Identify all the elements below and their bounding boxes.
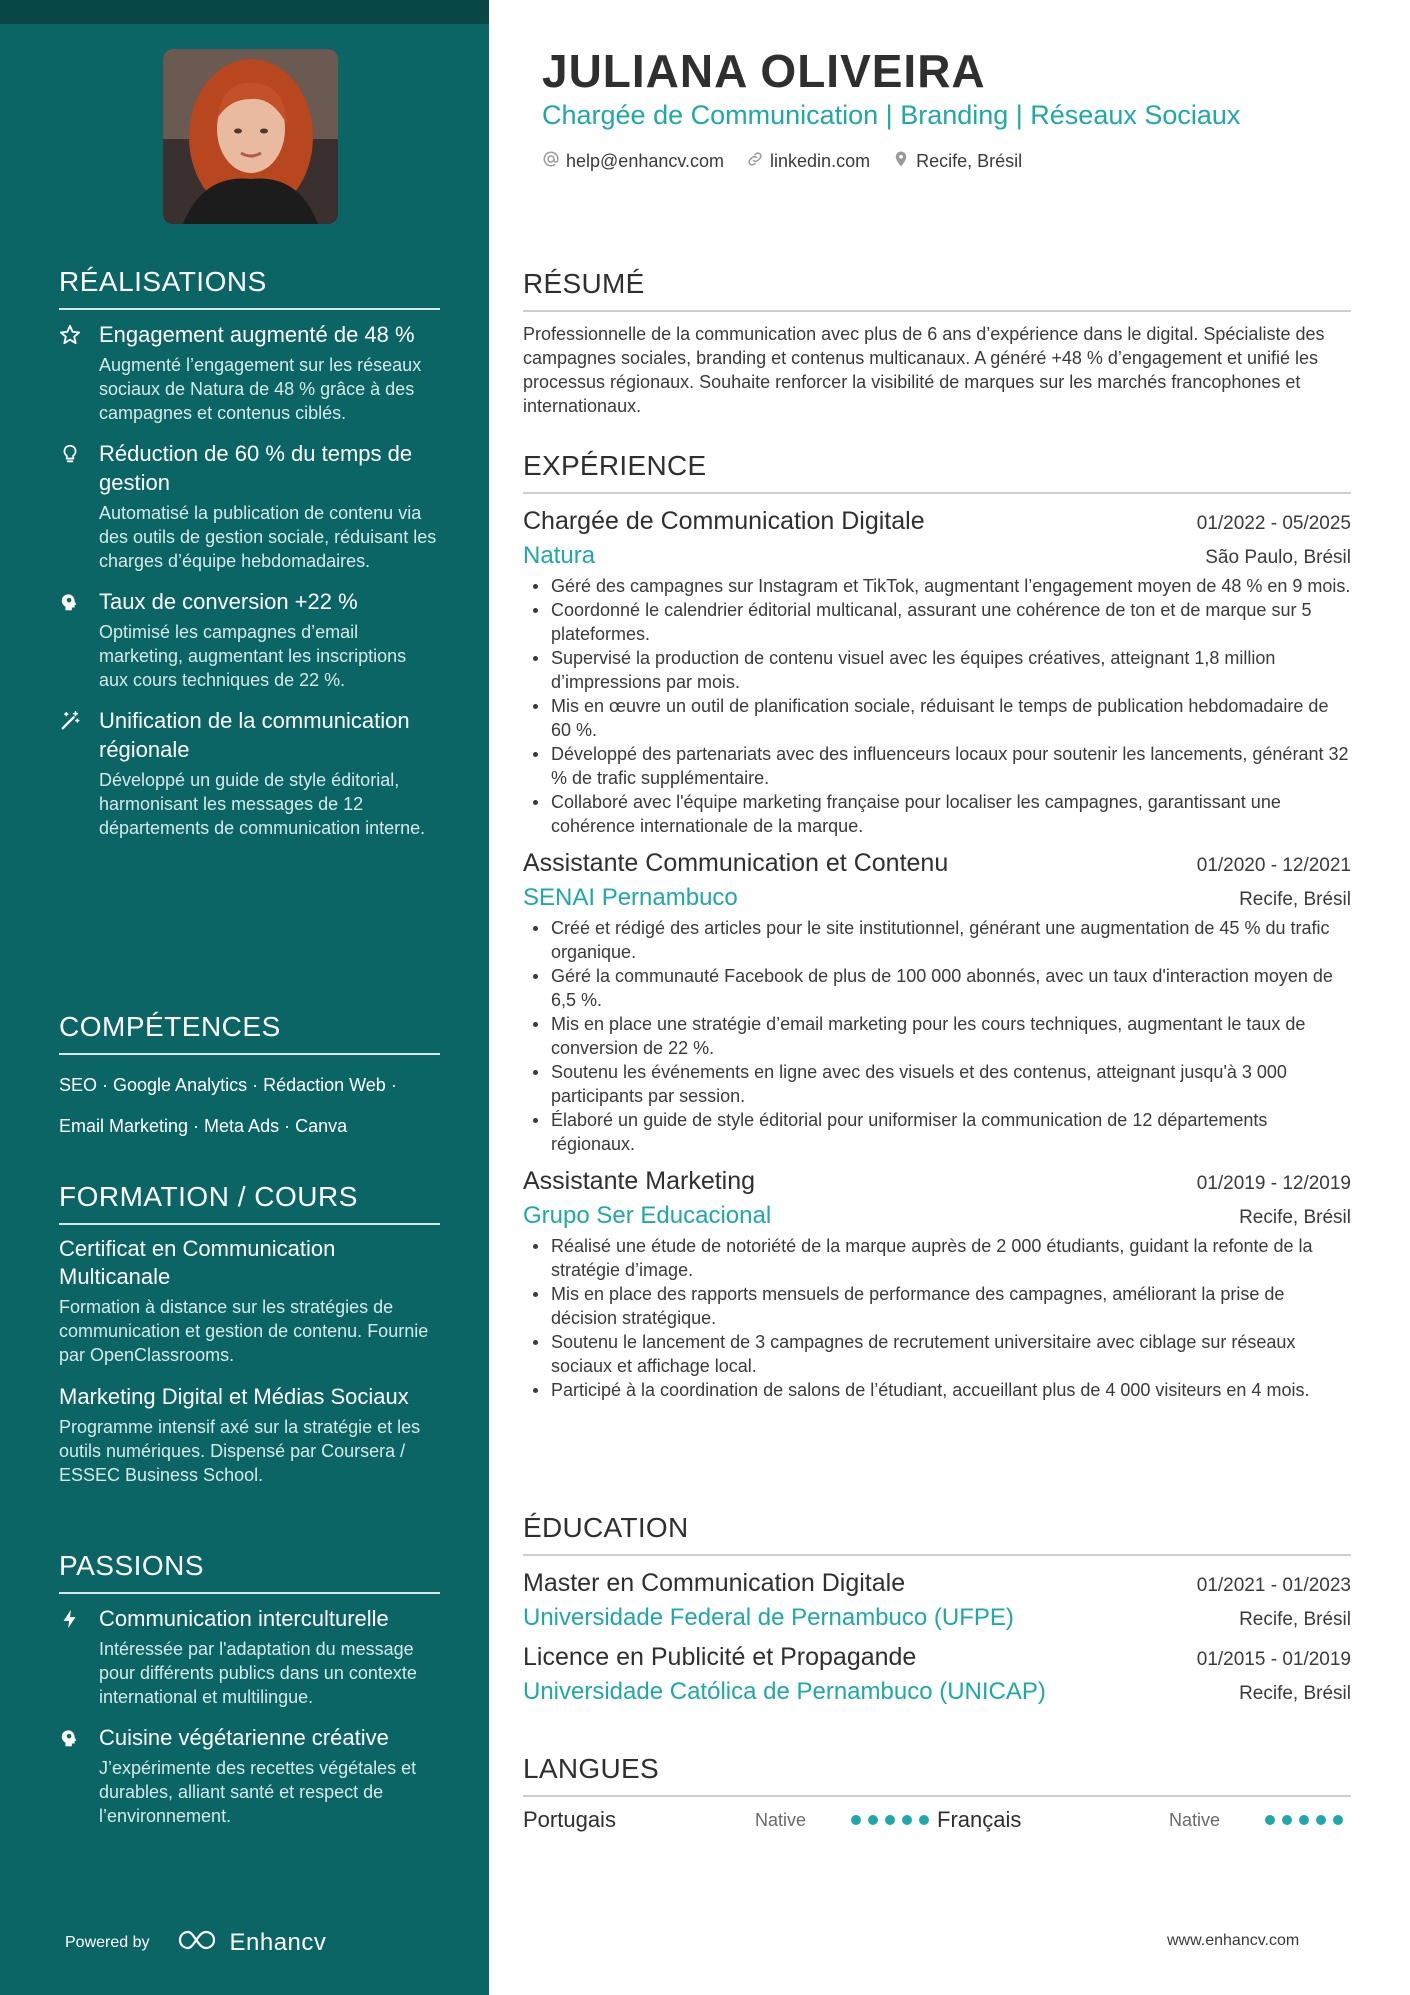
- skills-list: [59, 1065, 440, 1147]
- proficiency-dot: [851, 1815, 861, 1825]
- language-level: Native: [1169, 1809, 1221, 1830]
- education-entry: [523, 1566, 1351, 1636]
- courses-title: FORMATION / COURS: [59, 1181, 440, 1225]
- job-bullet: Mis en place une stratégie d’email marketing pour les cours techniques, augmentant le taux de conversion de 22 %.: [523, 1012, 1351, 1060]
- job-bullet: Créé et rédigé des articles pour le site institutionnel, générant une augmentation de 45 % du trafic organique.: [523, 916, 1351, 964]
- head-brain-icon: [59, 587, 99, 692]
- job-bullet: Participé à la coordination de salons de l’étudiant, accueillant plus de 4 000 visiteurs en 4 mois.: [523, 1378, 1351, 1402]
- proficiency-dot: [1299, 1815, 1309, 1825]
- degree-title: Licence en Publicité et Propagande: [523, 1643, 917, 1671]
- job-dates: 01/2022 - 05/2025: [1196, 513, 1351, 534]
- job-bullet: Géré la communauté Facebook de plus de 100 000 abonnés, avec un taux d'interaction moyen de 6,5 %.: [523, 964, 1351, 1012]
- language-name: Français: [937, 1807, 1022, 1832]
- proficiency-dot: [1282, 1815, 1292, 1825]
- location-pin-icon: [892, 150, 916, 173]
- company-name: Grupo Ser Educacional: [523, 1202, 772, 1229]
- passion-title: Cuisine végétarienne créative: [99, 1725, 389, 1750]
- courses-section: [59, 1181, 440, 1503]
- job-dates: 01/2020 - 12/2021: [1196, 855, 1351, 876]
- headline: Chargée de Communication | Branding | Réseaux Sociaux: [542, 100, 1241, 130]
- skills-line: SEO · Google Analytics · Rédaction Web ·: [59, 1075, 397, 1095]
- summary-section: [523, 268, 1351, 418]
- skills-title: COMPÉTENCES: [59, 1011, 440, 1055]
- experience-title: EXPÉRIENCE: [523, 450, 1351, 494]
- languages-row: [523, 1807, 1351, 1833]
- language-dots: [1265, 1815, 1350, 1825]
- profile-photo: [163, 49, 338, 224]
- languages-title: LANGUES: [523, 1753, 1351, 1797]
- magic-wand-icon: [59, 706, 99, 840]
- course-description: Formation à distance sur les stratégies de communication et gestion de contenu. Fournie par OpenClassrooms.: [59, 1297, 429, 1365]
- contact-email-text: help@enhancv.com: [566, 151, 725, 171]
- job-location: São Paulo, Brésil: [1205, 547, 1351, 568]
- course-description: Programme intensif axé sur la stratégie et les outils numériques. Dispensé par Coursera / ESSEC Business School.: [59, 1417, 421, 1485]
- job-bullet: Réalisé une étude de notoriété de la marque auprès de 2 000 étudiants, guidant la refonte de la stratégie d’image.: [523, 1234, 1351, 1282]
- job-bullet: Développé des partenariats avec des influenceurs locaux pour soutenir les lancements, générant 32 % de trafic supplémentaire.: [523, 742, 1351, 790]
- job-bullet: Supervisé la production de contenu visuel avec les équipes créatives, atteignant 1,8 million d’impressions par mois.: [523, 646, 1351, 694]
- achievement-title: Réduction de 60 % du temps de gestion: [99, 441, 413, 495]
- proficiency-dot: [902, 1815, 912, 1825]
- school-location: Recife, Brésil: [1239, 1683, 1351, 1704]
- proficiency-dot: [868, 1815, 878, 1825]
- achievement-item: [59, 587, 440, 692]
- achievement-description: Optimisé les campagnes d’email marketing, augmentant les inscriptions aux cours techniques de 22 %.: [99, 622, 407, 690]
- skills-section: [59, 1011, 440, 1147]
- contact-linkedin-text: linkedin.com: [770, 151, 871, 171]
- job-bullet: Mis en place des rapports mensuels de performance des campagnes, améliorant la prise de décision stratégique.: [523, 1282, 1351, 1330]
- passion-title: Communication interculturelle: [99, 1606, 389, 1631]
- course-title: Marketing Digital et Médias Sociaux: [59, 1384, 409, 1409]
- language-dots: [851, 1815, 936, 1825]
- proficiency-dot: [1316, 1815, 1326, 1825]
- achievement-item: [59, 439, 440, 573]
- passion-item: [59, 1604, 440, 1709]
- passion-description: Intéressée par l'adaptation du message pour différents publics dans un contexte international et multilingue.: [99, 1639, 417, 1707]
- company-name: Natura: [523, 542, 596, 569]
- proficiency-dot: [1265, 1815, 1275, 1825]
- achievement-title: Unification de la communication régionale: [99, 708, 410, 762]
- proficiency-dot: [1333, 1815, 1343, 1825]
- proficiency-dot: [919, 1815, 929, 1825]
- contact-location-text: Recife, Brésil: [916, 151, 1023, 171]
- link-icon: [746, 150, 770, 173]
- experience-section: [523, 450, 1351, 1410]
- language-level: Native: [755, 1809, 807, 1830]
- summary-text: Professionnelle de la communication avec plus de 6 ans d’expérience dans le digital. Spécialiste des campagnes sociales, branding et contenus multicanaux. A généré +48 % d’engagement et unifié les processus régionaux. Souhaite renforcer la visibilité de marques sur les marchés francophones et internationaux.: [523, 324, 1325, 416]
- candidate-name: JULIANA OLIVEIRA: [542, 45, 986, 97]
- powered-by: [65, 1928, 326, 1957]
- degree-dates: 01/2015 - 01/2019: [1196, 1649, 1351, 1670]
- achievements-title: RÉALISATIONS: [59, 266, 440, 310]
- contact-bar: [542, 150, 1044, 173]
- achievement-title: Engagement augmenté de 48 %: [99, 322, 415, 347]
- job-entry: [523, 846, 1351, 1156]
- education-title: ÉDUCATION: [523, 1512, 1351, 1556]
- passions-title: PASSIONS: [59, 1550, 440, 1594]
- contact-location: [892, 150, 1022, 173]
- language-item: [937, 1807, 1351, 1833]
- achievement-description: Automatisé la publication de contenu via des outils de gestion sociale, réduisant les charges d’équipe hebdomadaires.: [99, 503, 437, 571]
- contact-email[interactable]: [542, 150, 724, 173]
- job-title: Chargée de Communication Digitale: [523, 507, 925, 535]
- passion-description: J’expérimente des recettes végétales et durables, alliant santé et respect de l’environnement.: [99, 1758, 417, 1826]
- sidebar-top-bar: [0, 0, 489, 24]
- degree-title: Master en Communication Digitale: [523, 1569, 906, 1597]
- company-name: SENAI Pernambuco: [523, 884, 738, 911]
- job-bullet: Soutenu le lancement de 3 campagnes de recrutement universitaire avec ciblage sur réseaux sociaux et affichage local.: [523, 1330, 1351, 1378]
- job-bullets: [523, 1234, 1351, 1402]
- contact-linkedin[interactable]: [746, 150, 870, 173]
- job-bullet: Géré des campagnes sur Instagram et TikTok, augmentant l’engagement moyen de 48 % en 9 mois.: [523, 574, 1351, 598]
- job-dates: 01/2019 - 12/2019: [1196, 1173, 1351, 1194]
- languages-section: [523, 1753, 1351, 1833]
- job-entry: [523, 1164, 1351, 1402]
- at-icon: [542, 150, 566, 173]
- job-location: Recife, Brésil: [1239, 889, 1351, 910]
- achievements-section: [59, 266, 440, 854]
- job-entry: [523, 504, 1351, 838]
- school-location: Recife, Brésil: [1239, 1609, 1351, 1630]
- powered-by-label: Powered by: [65, 1933, 150, 1951]
- achievement-title: Taux de conversion +22 %: [99, 589, 358, 614]
- passions-section: [59, 1550, 440, 1842]
- skills-line: Email Marketing · Meta Ads · Canva: [59, 1116, 348, 1136]
- school-name: Universidade Federal de Pernambuco (UFPE): [523, 1604, 1014, 1631]
- achievement-description: Augmenté l’engagement sur les réseaux sociaux de Natura de 48 % grâce à des campagnes et contenus ciblés.: [99, 355, 422, 423]
- sidebar: [0, 0, 489, 1995]
- job-bullet: Soutenu les événements en ligne avec des visuels et des contenus, atteignant jusqu'à 3 000 participants par session.: [523, 1060, 1351, 1108]
- head-brain-icon: [59, 1723, 99, 1828]
- lightning-icon: [59, 1604, 99, 1709]
- job-bullet: Élaboré un guide de style éditorial pour uniformiser la communication de 12 départements régionaux.: [523, 1108, 1351, 1156]
- job-location: Recife, Brésil: [1239, 1207, 1351, 1228]
- achievement-item: [59, 706, 440, 840]
- job-bullets: [523, 574, 1351, 838]
- brand-name: Enhancv: [229, 1928, 327, 1956]
- website-link[interactable]: www.enhancv.com: [1167, 1932, 1300, 1949]
- language-name: Portugais: [523, 1807, 616, 1832]
- summary-title: RÉSUMÉ: [523, 268, 1351, 312]
- passion-item: [59, 1723, 440, 1828]
- enhancv-logo-icon: [176, 1928, 222, 1957]
- job-bullets: [523, 916, 1351, 1156]
- degree-dates: 01/2021 - 01/2023: [1196, 1575, 1351, 1596]
- job-bullet: Coordonné le calendrier éditorial multicanal, assurant une cohérence de ton et de marque sur 5 plateformes.: [523, 598, 1351, 646]
- education-section: [523, 1512, 1351, 1714]
- proficiency-dot: [885, 1815, 895, 1825]
- course-item: [59, 1383, 440, 1487]
- achievement-item: [59, 320, 440, 425]
- job-title: Assistante Marketing: [523, 1167, 756, 1195]
- star-icon: [59, 320, 99, 425]
- achievement-description: Développé un guide de style éditorial, harmonisant les messages de 12 départements de communication interne.: [99, 770, 426, 838]
- job-title: Assistante Communication et Contenu: [523, 849, 949, 877]
- course-title: Certificat en Communication Multicanale: [59, 1236, 336, 1289]
- education-entry: [523, 1640, 1351, 1710]
- language-item: [523, 1807, 937, 1833]
- school-name: Universidade Católica de Pernambuco (UNICAP): [523, 1678, 1046, 1705]
- lightbulb-icon: [59, 439, 99, 573]
- job-bullet: Collaboré avec l'équipe marketing française pour localiser les campagnes, garantissant une cohérence internationale de la marque.: [523, 790, 1351, 838]
- job-bullet: Mis en œuvre un outil de planification sociale, réduisant le temps de publication hebdomadaire de 60 %.: [523, 694, 1351, 742]
- course-item: [59, 1235, 440, 1367]
